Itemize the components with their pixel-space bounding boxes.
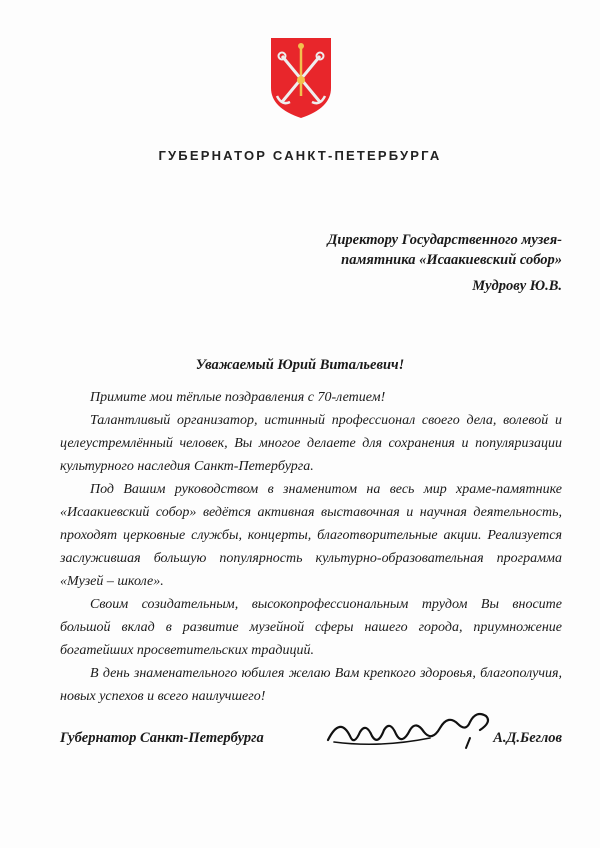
paragraph: Талантливый организатор, истинный профессионал своего дела, волевой и целеустремлённый человек, Вы многое делаете для сохранения и популяризации культурного наследия Санкт-Петербурга. — [60, 413, 562, 474]
recipient-line-2: памятника «Исаакиевский собор» — [341, 252, 562, 268]
salutation: Уважаемый Юрий Витальевич! — [195, 357, 405, 373]
recipient-block — [262, 230, 562, 270]
paragraph: В день знаменательного юбилея желаю Вам крепкого здоровья, благополучия, новых успехов и всего наилучшего! — [60, 666, 562, 704]
recipient-name: Мудрову Ю.В. — [472, 278, 562, 294]
recipient-line-1: Директору Государственного музея- — [327, 232, 562, 248]
signatory-name: А.Д.Беглов — [493, 730, 562, 746]
signatory-title: Губернатор Санкт-Петербурга — [60, 730, 264, 746]
handwritten-signature — [320, 702, 500, 754]
paragraph: Примите мои тёплые поздравления с 70-летием! — [90, 390, 386, 405]
paragraph: Под Вашим руководством в знаменитом на весь мир храме-памятнике «Исаакиевский собор» ведётся активная выставочная и научная деятельность, проходят церковные службы, концерты, благотворительные акции. Реализуется заслужившая большую популярность культурно-образовательная программа «Музей – школе». — [60, 482, 562, 589]
paragraph: Своим созидательным, высокопрофессиональным трудом Вы вносите большой вклад в развитие музейной сферы нашего города, приумножение богатейших просветительских традиций. — [60, 597, 562, 658]
letter-body — [60, 386, 562, 708]
coat-of-arms-icon — [268, 36, 334, 120]
page-title: ГУБЕРНАТОР САНКТ-ПЕТЕРБУРГА — [158, 148, 442, 163]
